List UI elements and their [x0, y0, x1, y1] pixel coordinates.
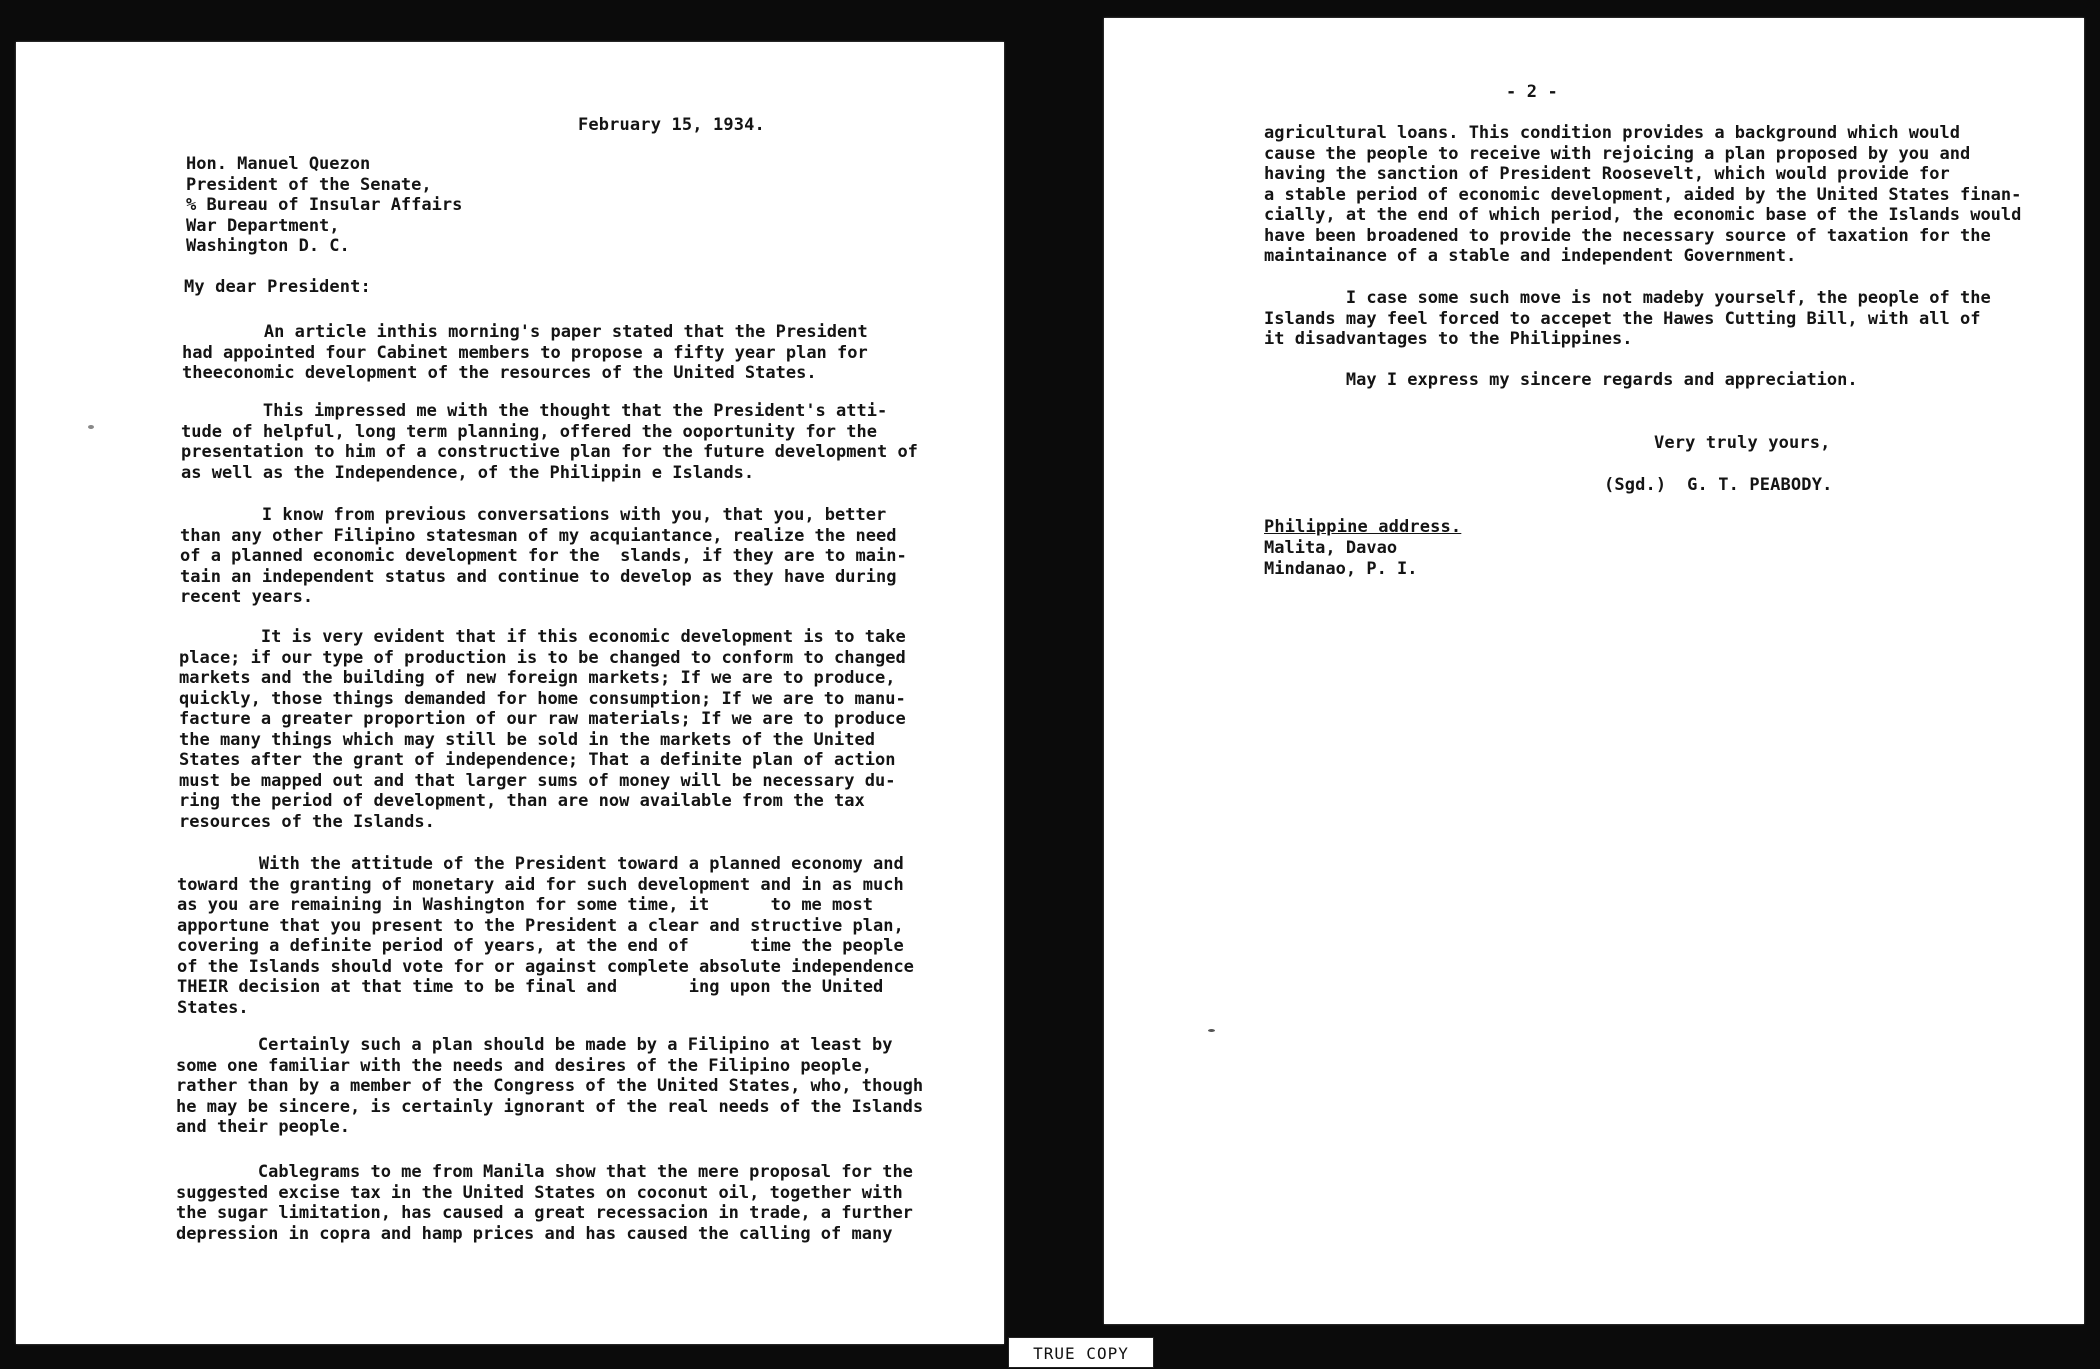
address-line: President of the Senate, [186, 174, 432, 195]
paragraph-8 [1264, 123, 2021, 267]
text-line: An article inthis morning's paper stated that the President [182, 322, 868, 342]
paragraph-5 [177, 854, 914, 1018]
text-line: maintainance of a stable and independent Government. [1264, 246, 1797, 266]
text-line: the sugar limitation, has caused a great recessacion in trade, a further [176, 1203, 913, 1223]
salutation: My dear President: [184, 277, 371, 297]
ink-speck [1208, 1029, 1215, 1032]
closing: Very truly yours, [1654, 433, 1831, 453]
address-line: Malita, Davao [1264, 538, 1398, 558]
text-line: presentation to him of a constructive plan for the future development of [181, 442, 918, 462]
text-line: It is very evident that if this economic development is to take [179, 627, 906, 647]
text-line: as you are remaining in Washington for some time, it to me most [177, 895, 873, 915]
text-line: theeconomic development of the resources of the United States. [182, 363, 817, 383]
text-line: the many things which may still be sold in the markets of the United [179, 729, 875, 750]
text-line: rather than by a member of the Congress of the United States, who, though [176, 1076, 924, 1096]
text-line: markets and the building of new foreign markets; If we are to produce, [179, 668, 896, 688]
text-line: States after the grant of independence; That a definite plan of action [179, 750, 896, 770]
paragraph-10 [1264, 370, 1858, 391]
paragraph-7 [176, 1162, 913, 1244]
text-line: cially, at the end of which period, the economic base of the Islands would [1264, 205, 2022, 225]
paragraph-9 [1264, 288, 1991, 350]
text-line: he may be sincere, is certainly ignorant of the real needs of the Islands [176, 1096, 924, 1117]
text-line: of the Islands should vote for or against complete absolute independence [177, 956, 914, 977]
paragraph-6 [176, 1035, 923, 1138]
text-line: ring the period of development, than are now available from the tax [179, 791, 865, 811]
text-line: tude of helpful, long term planning, offered the ooportunity for the [181, 421, 877, 442]
true-copy-stamp: TRUE COPY [1008, 1337, 1154, 1368]
text-line: THEIR decision at that time to be final and ing upon the United [177, 977, 884, 997]
paragraph-1 [182, 322, 868, 384]
text-line: States. [177, 997, 249, 1018]
address-line: Hon. Manuel Quezon [186, 154, 371, 174]
text-line: agricultural loans. This condition provides a background which would [1264, 123, 1960, 143]
text-line: a stable period of economic development, aided by the United States finan- [1264, 184, 2022, 205]
text-line: apportune that you present to the President a clear and structive plan, [177, 915, 904, 936]
text-line: tain an independent status and continue to develop as they have during [180, 566, 897, 587]
text-line: covering a definite period of years, at the end of time the people [177, 936, 904, 956]
text-line: some one familiar with the needs and desires of the Filipino people, [176, 1055, 872, 1076]
text-line: toward the granting of monetary aid for such development and in as much [177, 874, 904, 895]
text-line: and their people. [176, 1117, 350, 1137]
paragraph-3 [180, 505, 907, 608]
text-line: of a planned economic development for the slands, if they are to main- [180, 546, 907, 566]
text-line: recent years. [180, 587, 314, 607]
text-line: With the attitude of the President toward a planned economy and [177, 854, 904, 874]
text-line: Cablegrams to me from Manila show that the mere proposal for the [176, 1162, 913, 1182]
text-line: cause the people to receive with rejoicing a plan proposed by you and [1264, 143, 1971, 164]
page-number: - 2 - [1506, 82, 1558, 102]
text-line: quickly, those things demanded for home consumption; If we are to manu- [179, 688, 906, 709]
text-line: This impressed me with the thought that the President's atti- [181, 401, 888, 421]
text-line: Certainly such a plan should be made by a Filipino at least by [176, 1035, 893, 1055]
text-line: as well as the Independence, of the Philippin e Islands. [181, 462, 755, 483]
text-line: depression in copra and hamp prices and has caused the calling of many [176, 1223, 893, 1244]
text-line: May I express my sincere regards and appreciation. [1264, 370, 1858, 390]
address-line: Washington D. C. [186, 236, 350, 256]
text-line: having the sanction of President Roosevelt, which would provide for [1264, 164, 1950, 184]
paragraph-4 [179, 627, 906, 832]
text-line: I know from previous conversations with you, that you, better [180, 505, 887, 525]
address-heading: Philippine address. [1264, 517, 1462, 537]
text-line: must be mapped out and that larger sums of money will be necessary du- [179, 770, 896, 791]
text-line: it disadvantages to the Philippines. [1264, 329, 1633, 349]
sender-address [1264, 538, 1418, 579]
paragraph-2 [181, 401, 918, 483]
text-line: Islands may feel forced to accepet the Hawes Cutting Bill, with all of [1264, 308, 1981, 329]
letter-page-2 [1104, 18, 2084, 1324]
recipient-address [186, 154, 462, 257]
text-line: than any other Filipino statesman of my acquiantance, realize the need [180, 525, 897, 546]
text-line: had appointed four Cabinet members to propose a fifty year plan for [182, 342, 868, 363]
signature: (Sgd.) G. T. PEABODY. [1604, 475, 1833, 495]
address-line: Mindanao, P. I. [1264, 558, 1418, 579]
ink-speck [88, 425, 94, 429]
address-line: War Department, [186, 215, 340, 236]
address-line: % Bureau of Insular Affairs [186, 195, 463, 215]
text-line: have been broadened to provide the necessary source of taxation for the [1264, 225, 1991, 246]
text-line: suggested excise tax in the United States on coconut oil, together with [176, 1182, 903, 1203]
text-line: I case some such move is not madeby yourself, the people of the [1264, 288, 1991, 308]
text-line: place; if our type of production is to be changed to conform to changed [179, 647, 906, 668]
letter-date: February 15, 1934. [578, 115, 765, 135]
text-line: resources of the Islands. [179, 811, 435, 832]
letter-page-1 [16, 42, 1004, 1344]
text-line: facture a greater proportion of our raw materials; If we are to produce [179, 709, 906, 729]
